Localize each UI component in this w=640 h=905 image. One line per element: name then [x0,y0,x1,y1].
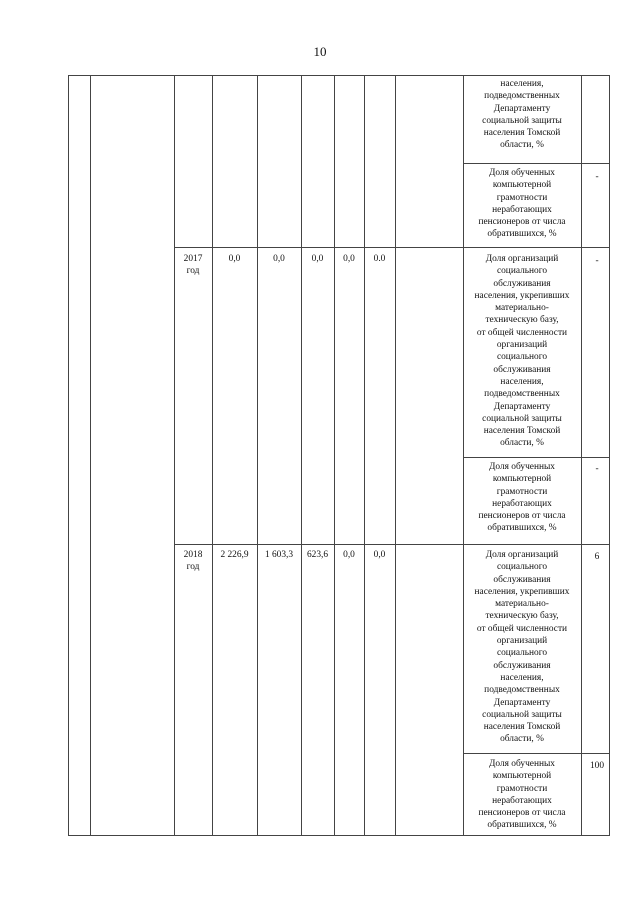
grid-line [174,544,610,545]
indicator-value: 6 [594,552,600,562]
finance-value: 0,0 [228,254,241,264]
finance-value: 0,0 [343,550,355,560]
grid-line [301,75,302,836]
grid-line [90,75,91,836]
indicator-text: Доля обученных компьютерной грамотности неработающих пенсионеров от числа обратившихся, % [478,759,566,831]
finance-value: 0,0 [311,254,324,264]
page-number: 10 [313,44,327,59]
year-cell: 2018 год [183,550,203,573]
grid-line [174,247,610,248]
grid-line [463,753,610,754]
indicator-text: Доля обученных компьютерной грамотности неработающих пенсионеров от числа обратившихся, % [478,168,566,240]
indicator-value: 100 [589,761,605,771]
finance-value: 2 226,9 [220,550,249,560]
year-cell: 2017 год [183,254,203,277]
finance-value: 623,6 [306,550,329,560]
grid-line [463,163,610,164]
grid-line [257,75,258,836]
indicator-value: - [595,172,599,182]
grid-line [395,75,396,836]
indicator-value: - [595,464,599,474]
grid-line [212,75,213,836]
budget-table [68,75,610,836]
grid-line [174,75,175,836]
grid-line [68,835,610,836]
finance-value: 0,0 [273,254,285,264]
grid-line [463,457,610,458]
finance-value: 1 603,3 [264,550,294,560]
grid-line [68,75,610,76]
indicator-text: Доля обученных компьютерной грамотности неработающих пенсионеров от числа обратившихся, % [478,462,566,534]
indicator-text: населения, подведомственных Департаменту социальной защиты населения Томской области, % [482,79,562,151]
grid-line [364,75,365,836]
grid-line [581,75,582,836]
grid-line [68,75,69,836]
indicator-text: Доля организаций социального обслуживания населения, укрепивших материально- техническую базу, от общей численности организаций социального обслуживания населения, подведомственных Департаменту социальной защиты населения Томской области, % [474,254,570,449]
grid-line [609,75,610,836]
finance-value: 0,0 [373,550,386,560]
finance-value: 0.0 [373,254,386,264]
indicator-value: - [595,256,599,266]
grid-line [334,75,335,836]
finance-value: 0,0 [343,254,355,264]
indicator-text: Доля организаций социального обслуживания населения, укрепивших материально- техническую базу, от общей численности организаций социального обслуживания населения, подведомственных Департаменту социальной защиты населения Томской области, % [474,550,570,745]
